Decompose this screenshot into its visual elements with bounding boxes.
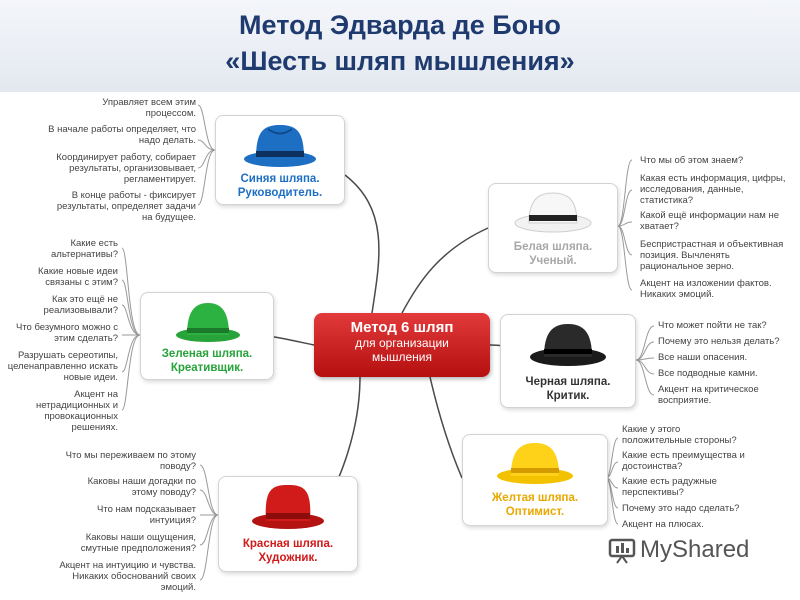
white-note: Какая есть информация, цифры, исследования, данные, статистика? (640, 173, 786, 206)
yellow-note: Какие у этого положительные стороны? (622, 424, 737, 446)
white-note: Какой ещё информации нам не хватает? (640, 210, 780, 232)
black-note: Все наши опасения. (658, 352, 748, 363)
myshared-logo-icon (608, 538, 636, 564)
red-note: Акцент на интуицию и чувства. Никаких обоснований своих эмоций. (59, 560, 196, 593)
black-hat-card (500, 314, 636, 408)
black-hat-title: Черная шляпа. (525, 376, 611, 388)
yellow-note: Какие есть радужные перспективы? (622, 476, 717, 498)
green-note: Разрушать сереотипы, целенаправленно искать новые идеи. (7, 350, 118, 383)
blue-hat-title: Синяя шляпа. (240, 173, 320, 185)
green-note: Акцент на нетрадиционных и провокационных решениях. (35, 389, 118, 433)
white-note: Что мы об этом знаем? (640, 155, 744, 166)
blue-hat-icon (240, 119, 320, 169)
yellow-note: Какие есть преимущества и достоинства? (622, 450, 745, 472)
central-topic (314, 313, 490, 377)
white-note: Акцент на изложении фактов. Никаких эмоций. (640, 278, 772, 300)
red-note: Что нам подсказывает интуиция? (97, 504, 196, 526)
green-hat-title: Зеленая шляпа. (161, 348, 253, 360)
black-note: Все подводные камни. (658, 368, 758, 379)
yellow-hat-role: Оптимист. (505, 506, 565, 518)
green-hat-icon (173, 299, 243, 345)
page-title: Метод Эдварда де Боно (239, 10, 561, 40)
central-topic-line3: мышления (371, 350, 432, 364)
yellow-hat-card (462, 434, 608, 526)
blue-note: В начале работы определяет, что надо делать. (48, 124, 196, 146)
green-hat-role: Креативщик. (170, 362, 244, 374)
black-note: Почему это нельзя делать? (658, 336, 780, 347)
blue-hat-role: Руководитель. (237, 187, 323, 199)
white-hat-icon (511, 187, 595, 235)
red-note: Каковы наши догадки по этому поводу? (87, 476, 196, 498)
blue-note: В конце работы - фиксирует результаты, определяет задачи на будущее. (56, 190, 196, 223)
blue-note: Управляет всем этим процессом. (102, 97, 196, 119)
green-note: Как это ещё не реализовывали? (43, 294, 118, 316)
central-topic-line1: Метод 6 шляп (350, 319, 454, 336)
red-note: Что мы переживаем по этому поводу? (65, 450, 196, 472)
red-hat-role: Художник. (258, 552, 318, 564)
green-note: Что безумного можно с этим сделать? (15, 322, 118, 344)
red-note: Каковы наши ощущения, смутные предположения? (80, 532, 196, 554)
white-note: Беспристрастная и объективная позиция. Вычленять рациональное зерно. (640, 239, 784, 272)
red-hat-title: Красная шляпа. (242, 538, 334, 550)
red-hat-icon (248, 481, 328, 533)
green-note: Какие есть альтернативы? (51, 238, 118, 260)
white-hat-title: Белая шляпа. (513, 241, 593, 253)
black-hat-role: Критик. (546, 390, 590, 402)
blue-note: Координирует работу, собирает результаты, организовывает, регламентирует. (56, 152, 196, 185)
white-hat-role: Ученый. (529, 255, 577, 267)
green-note: Какие новые идеи связаны с этим? (38, 266, 118, 288)
myshared-watermark: MyShared (640, 536, 750, 563)
yellow-note: Акцент на плюсах. (622, 519, 704, 530)
yellow-note: Почему это надо сделать? (622, 503, 740, 514)
blue-hat-card (215, 115, 345, 205)
central-topic-line2: для организации (355, 336, 449, 350)
black-note: Акцент на критическое восприятие. (658, 384, 759, 406)
red-hat-card (218, 476, 358, 572)
yellow-hat-icon (493, 438, 577, 488)
black-note: Что может пойти не так? (658, 320, 767, 331)
black-hat-icon (526, 319, 610, 369)
yellow-hat-title: Желтая шляпа. (491, 492, 579, 504)
green-hat-card (140, 292, 274, 380)
white-hat-card (488, 183, 618, 273)
page-subtitle: «Шесть шляп мышления» (225, 46, 575, 76)
